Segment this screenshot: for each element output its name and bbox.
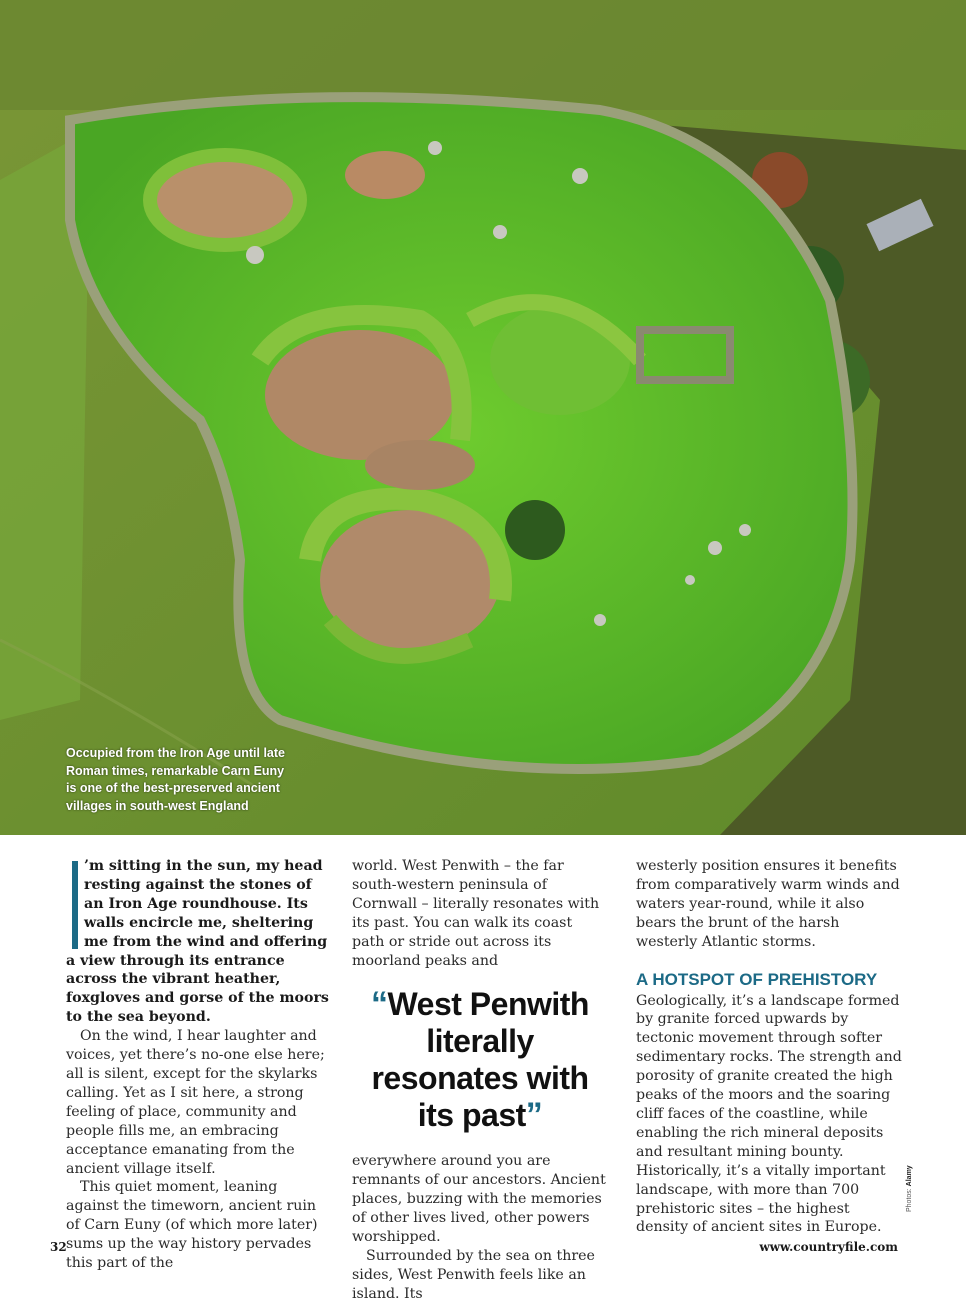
close-quote-mark: ”	[525, 1096, 543, 1135]
photo-credit	[906, 1165, 913, 1212]
body-paragraph: Surrounded by the sea on three sides, West Penwith feels like an island. Its	[352, 1247, 595, 1302]
photo-caption: Occupied from the Iron Age until late Roman times, remarkable Carn Euny is one of the best-preserved ancient villages in south-west England	[66, 746, 286, 813]
page-number: 32	[50, 1240, 67, 1254]
pull-quote	[352, 986, 608, 1134]
drop-cap-bar	[66, 861, 84, 949]
body-paragraph: world. West Penwith – the far south-western peninsula of Cornwall – literally resonates with its past. You can walk its coast path or stride out across its moorland peaks and	[352, 858, 600, 969]
lead-paragraph	[66, 857, 330, 1027]
article-column-1	[66, 857, 330, 1273]
website-url: www.countryfile.com	[759, 1240, 898, 1254]
credit-label: Photos:	[906, 1186, 913, 1212]
body-paragraph: everywhere around you are remnants of our ancestors. Ancient places, buzzing with the memories of other lives lived, other powers worshipped.	[352, 1153, 606, 1246]
article-column-2	[352, 857, 608, 1304]
body-paragraph: westerly position ensures it benefits from comparatively warm winds and waters year-round, while it also bears the brunt of the harsh westerly Atlantic storms.	[636, 858, 900, 950]
body-paragraph: Geologically, it’s a landscape formed by granite forced upwards by tectonic movement through softer sedimentary rocks. The strength and porosity of granite created the high peaks of the moors and the soaring cliff faces of the coastline, while enabling the rich mineral deposits and resultant mining bounty. Historically, it’s a vitally important landscape, with more than 700 prehistoric sites – the highest density of ancient sites in Europe.	[636, 992, 902, 1236]
credit-name: Alamy	[906, 1165, 913, 1187]
lead-text: ’m sitting in the sun, my head resting against the stones of an Iron Age roundhouse. Its walls encircle me, sheltering me from the wind and offering a view through its entrance across the vibrant heather, foxgloves and gorse of the moors to the sea beyond.	[66, 858, 329, 1026]
article-column-3	[636, 857, 902, 1237]
pull-quote-text: West Penwith literally resonates with its past	[371, 986, 589, 1134]
body-paragraph: On the wind, I hear laughter and voices, yet there’s no-one else here; all is silent, except for the skylarks calling. Yet as I sit here, a strong feeling of place, community and people fills me, an embracing acceptance emanating from the ancient village itself.	[66, 1028, 325, 1177]
body-paragraph: This quiet moment, leaning against the timeworn, ancient ruin of Carn Euny (of which more later) sums up the way history pervades this part of the	[66, 1179, 318, 1272]
section-subhead: A HOTSPOT OF PREHISTORY	[636, 969, 878, 989]
open-quote-mark: “	[371, 985, 388, 1024]
